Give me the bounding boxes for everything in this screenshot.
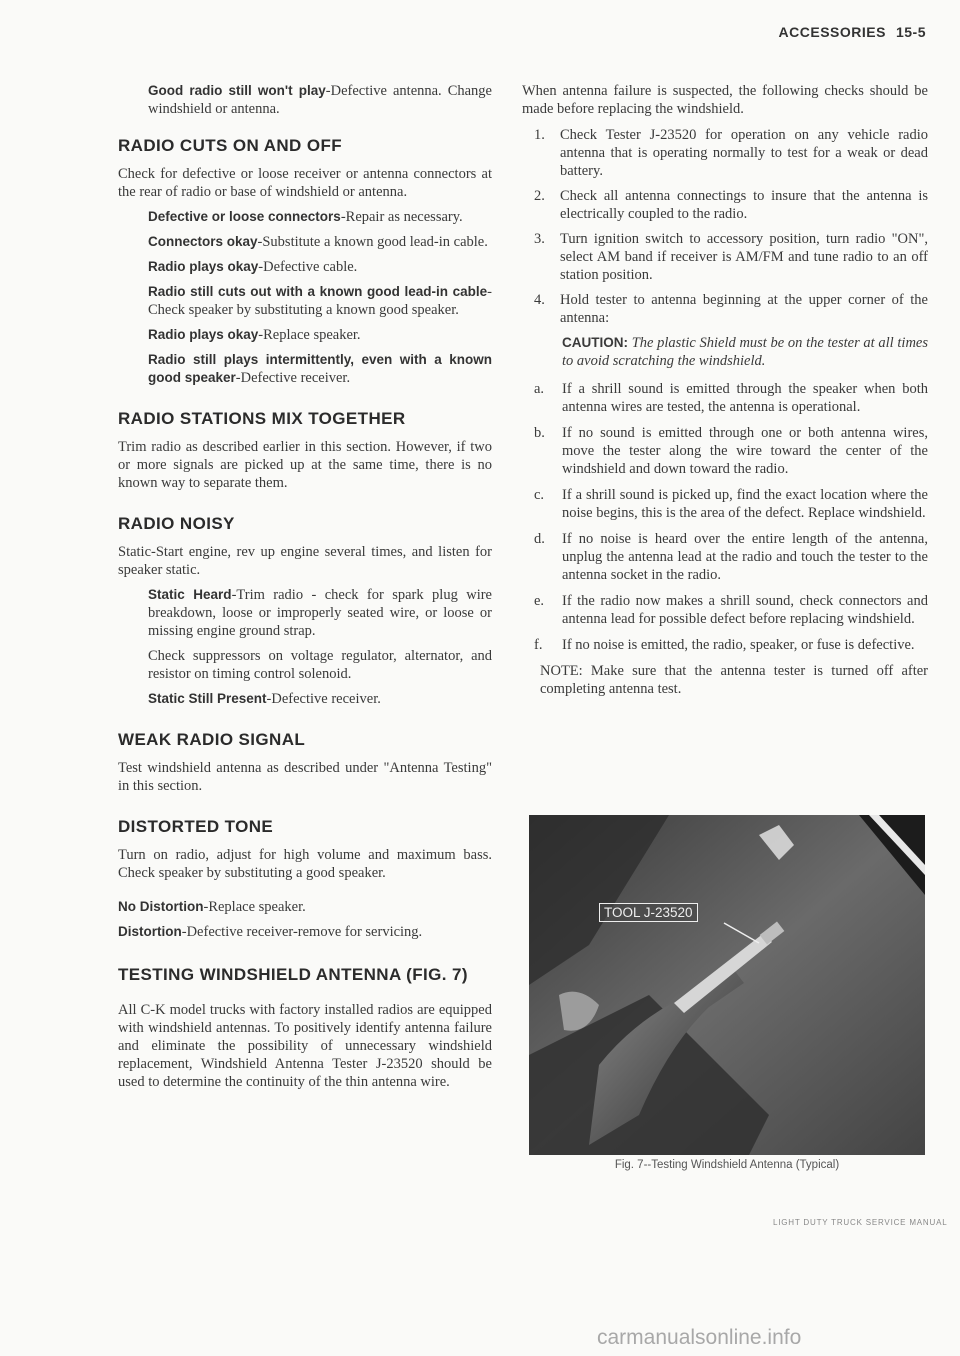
item-lead: Static Heard [148, 587, 232, 602]
substep-text: If a shrill sound is picked up, find the exact location where the noise begins, this is the area of the defect. Replace windshield. [562, 487, 928, 521]
heading-distorted-tone: DISTORTED TONE [118, 817, 274, 836]
page-header [769, 24, 926, 40]
heading-weak-signal: WEAK RADIO SIGNAL [118, 730, 306, 749]
item-text: -Replace speaker. [258, 327, 361, 343]
substep-text: If a shrill sound is emitted through the speaker when both antenna wires are tested, the antenna is operational. [562, 381, 928, 415]
substep-item [522, 380, 928, 416]
radio-cuts-item [118, 208, 492, 226]
step-text: Check all antenna connectings to insure that the antenna is electrically coupled to the radio. [560, 188, 928, 222]
steps-list [522, 126, 928, 327]
step-item [522, 126, 928, 180]
step-text: Hold tester to antenna beginning at the upper corner of the antenna: [560, 292, 928, 326]
substep-text: If the radio now makes a shrill sound, check connectors and antenna lead for possible defect before replacing windshield. [562, 593, 928, 627]
watermark: carmanualsonline.info [597, 1326, 802, 1349]
testing-text: All C-K model trucks with factory installed radios are equipped with windshield antennas. To positively identify antenna failure and eliminate the possibility of unnecessary windshield replacement, Windshield Antenna Tester J-23520 should be used to determine the continuity of the thin antenna wire. [118, 1002, 492, 1090]
left-column [118, 82, 492, 1091]
substep-item [522, 636, 928, 654]
item-lead: Radio still cuts out with a known good lead-in cable [148, 284, 488, 299]
noisy-item [118, 586, 492, 640]
item-lead: Distortion [118, 924, 182, 939]
substeps-list [522, 380, 928, 654]
step-number: 1. [534, 127, 545, 143]
footer-manual-title: LIGHT DUTY TRUCK SERVICE MANUAL [773, 1218, 948, 1227]
item-text: -Trim radio - check for spark plug wire breakdown, loose or improperly seated wire, or loose or missing engine ground strap. [148, 587, 492, 639]
heading-radio-noisy: RADIO NOISY [118, 514, 235, 533]
photo-illustration [529, 815, 925, 1155]
tool-label: TOOL J-23520 [599, 903, 698, 922]
substep-item [522, 486, 928, 522]
item-text: -Check speaker by substituting a known good speaker. [148, 284, 492, 318]
substep-text: If no noise is heard over the entire length of the antenna, unplug the antenna lead at the radio and touch the tester to the antenna socket in the radio. [562, 531, 928, 583]
section-title: ACCESSORIES [778, 24, 886, 40]
item-lead: Radio plays okay [148, 259, 259, 274]
radio-cuts-item [118, 258, 492, 276]
distorted-item [118, 898, 492, 916]
caution-box [522, 334, 928, 370]
step-number: 4. [534, 292, 545, 308]
item-lead: Radio plays okay [148, 327, 259, 342]
radio-cuts-item [118, 326, 492, 344]
item-text: -Replace speaker. [203, 899, 306, 915]
figure-photo [529, 815, 925, 1155]
step-item [522, 291, 928, 327]
substep-letter: a. [534, 381, 545, 397]
heading-radio-cuts: RADIO CUTS ON AND OFF [118, 136, 343, 155]
item-lead: Static Still Present [148, 691, 267, 706]
substep-text: If no noise is emitted, the radio, speaker, or fuse is defective. [562, 637, 915, 653]
stations-mix-text: Trim radio as described earlier in this section. However, if two or more signals are picked up at the same time, there is no known way to separate them. [118, 439, 492, 491]
item-text: -Substitute a known good lead-in cable. [257, 234, 488, 250]
noisy-text: Static-Start engine, rev up engine several times, and listen for speaker static. [118, 544, 492, 578]
distorted-text: Turn on radio, adjust for high volume and maximum bass. Check speaker by substituting a good speaker. [118, 847, 492, 881]
step-text: Check Tester J-23520 for operation on any vehicle radio antenna that is operating normally to test for a weak or dead battery. [560, 127, 928, 179]
intro-text: -Defective antenna. Change windshield or antenna. [148, 83, 492, 117]
noisy-plain: Check suppressors on voltage regulator, alternator, and resistor on timing control solenoid. [148, 648, 492, 682]
right-column [522, 82, 928, 698]
item-text: -Repair as necessary. [340, 209, 463, 225]
intro-lead: Good radio still won't play [148, 83, 326, 98]
heading-stations-mix: RADIO STATIONS MIX TOGETHER [118, 409, 406, 428]
radio-cuts-item [118, 351, 492, 387]
radio-cuts-item [118, 283, 492, 319]
note-text: NOTE: Make sure that the antenna tester is turned off after completing antenna test. [540, 663, 928, 697]
substep-letter: e. [534, 593, 545, 609]
step-text: Turn ignition switch to accessory position, turn radio "ON", select AM band if receiver is AM/FM and tune radio to an off station position. [560, 231, 928, 283]
substep-text: If no sound is emitted through one or both antenna wires, move the tester along the wire toward the center of the windshield and down toward the radio. [562, 425, 928, 477]
substep-item [522, 424, 928, 478]
step-number: 2. [534, 188, 545, 204]
radio-cuts-text: Check for defective or loose receiver or antenna connectors at the rear of radio or base of windshield or antenna. [118, 166, 492, 200]
item-text: -Defective receiver-remove for servicing. [181, 924, 423, 940]
weak-text: Test windshield antenna as described under "Antenna Testing" in this section. [118, 760, 492, 794]
spacer [118, 882, 492, 898]
item-text: -Defective receiver. [266, 691, 381, 707]
page-number: 15-5 [895, 24, 926, 40]
noisy-item [118, 690, 492, 708]
figure-caption: Fig. 7--Testing Windshield Antenna (Typical) [614, 1159, 840, 1171]
step-item [522, 187, 928, 223]
caution-text: The plastic Shield must be on the tester at all times to avoid scratching the windshield. [562, 335, 929, 369]
step-item [522, 230, 928, 284]
substep-letter: c. [534, 487, 545, 503]
intro-paragraph [118, 82, 492, 118]
heading-testing-antenna: TESTING WINDSHIELD ANTENNA (FIG. 7) [118, 965, 468, 984]
right-intro: When antenna failure is suspected, the following checks should be made before replacing the windshield. [522, 83, 928, 117]
item-lead: Defective or loose connectors [148, 209, 341, 224]
substep-item [522, 530, 928, 584]
substep-letter: b. [534, 425, 545, 441]
item-lead: Connectors okay [148, 234, 258, 249]
step-number: 3. [534, 231, 545, 247]
substep-letter: f. [534, 637, 543, 653]
item-text: -Defective receiver. [235, 370, 351, 386]
substep-letter: d. [534, 531, 545, 547]
caution-label: CAUTION: [562, 335, 628, 350]
item-lead: No Distortion [118, 899, 204, 914]
distorted-item [118, 923, 492, 941]
radio-cuts-item [118, 233, 492, 251]
item-text: -Defective cable. [258, 259, 358, 275]
substep-item [522, 592, 928, 628]
item-lead: Radio still plays intermittently, even with a known good speaker [148, 352, 492, 385]
